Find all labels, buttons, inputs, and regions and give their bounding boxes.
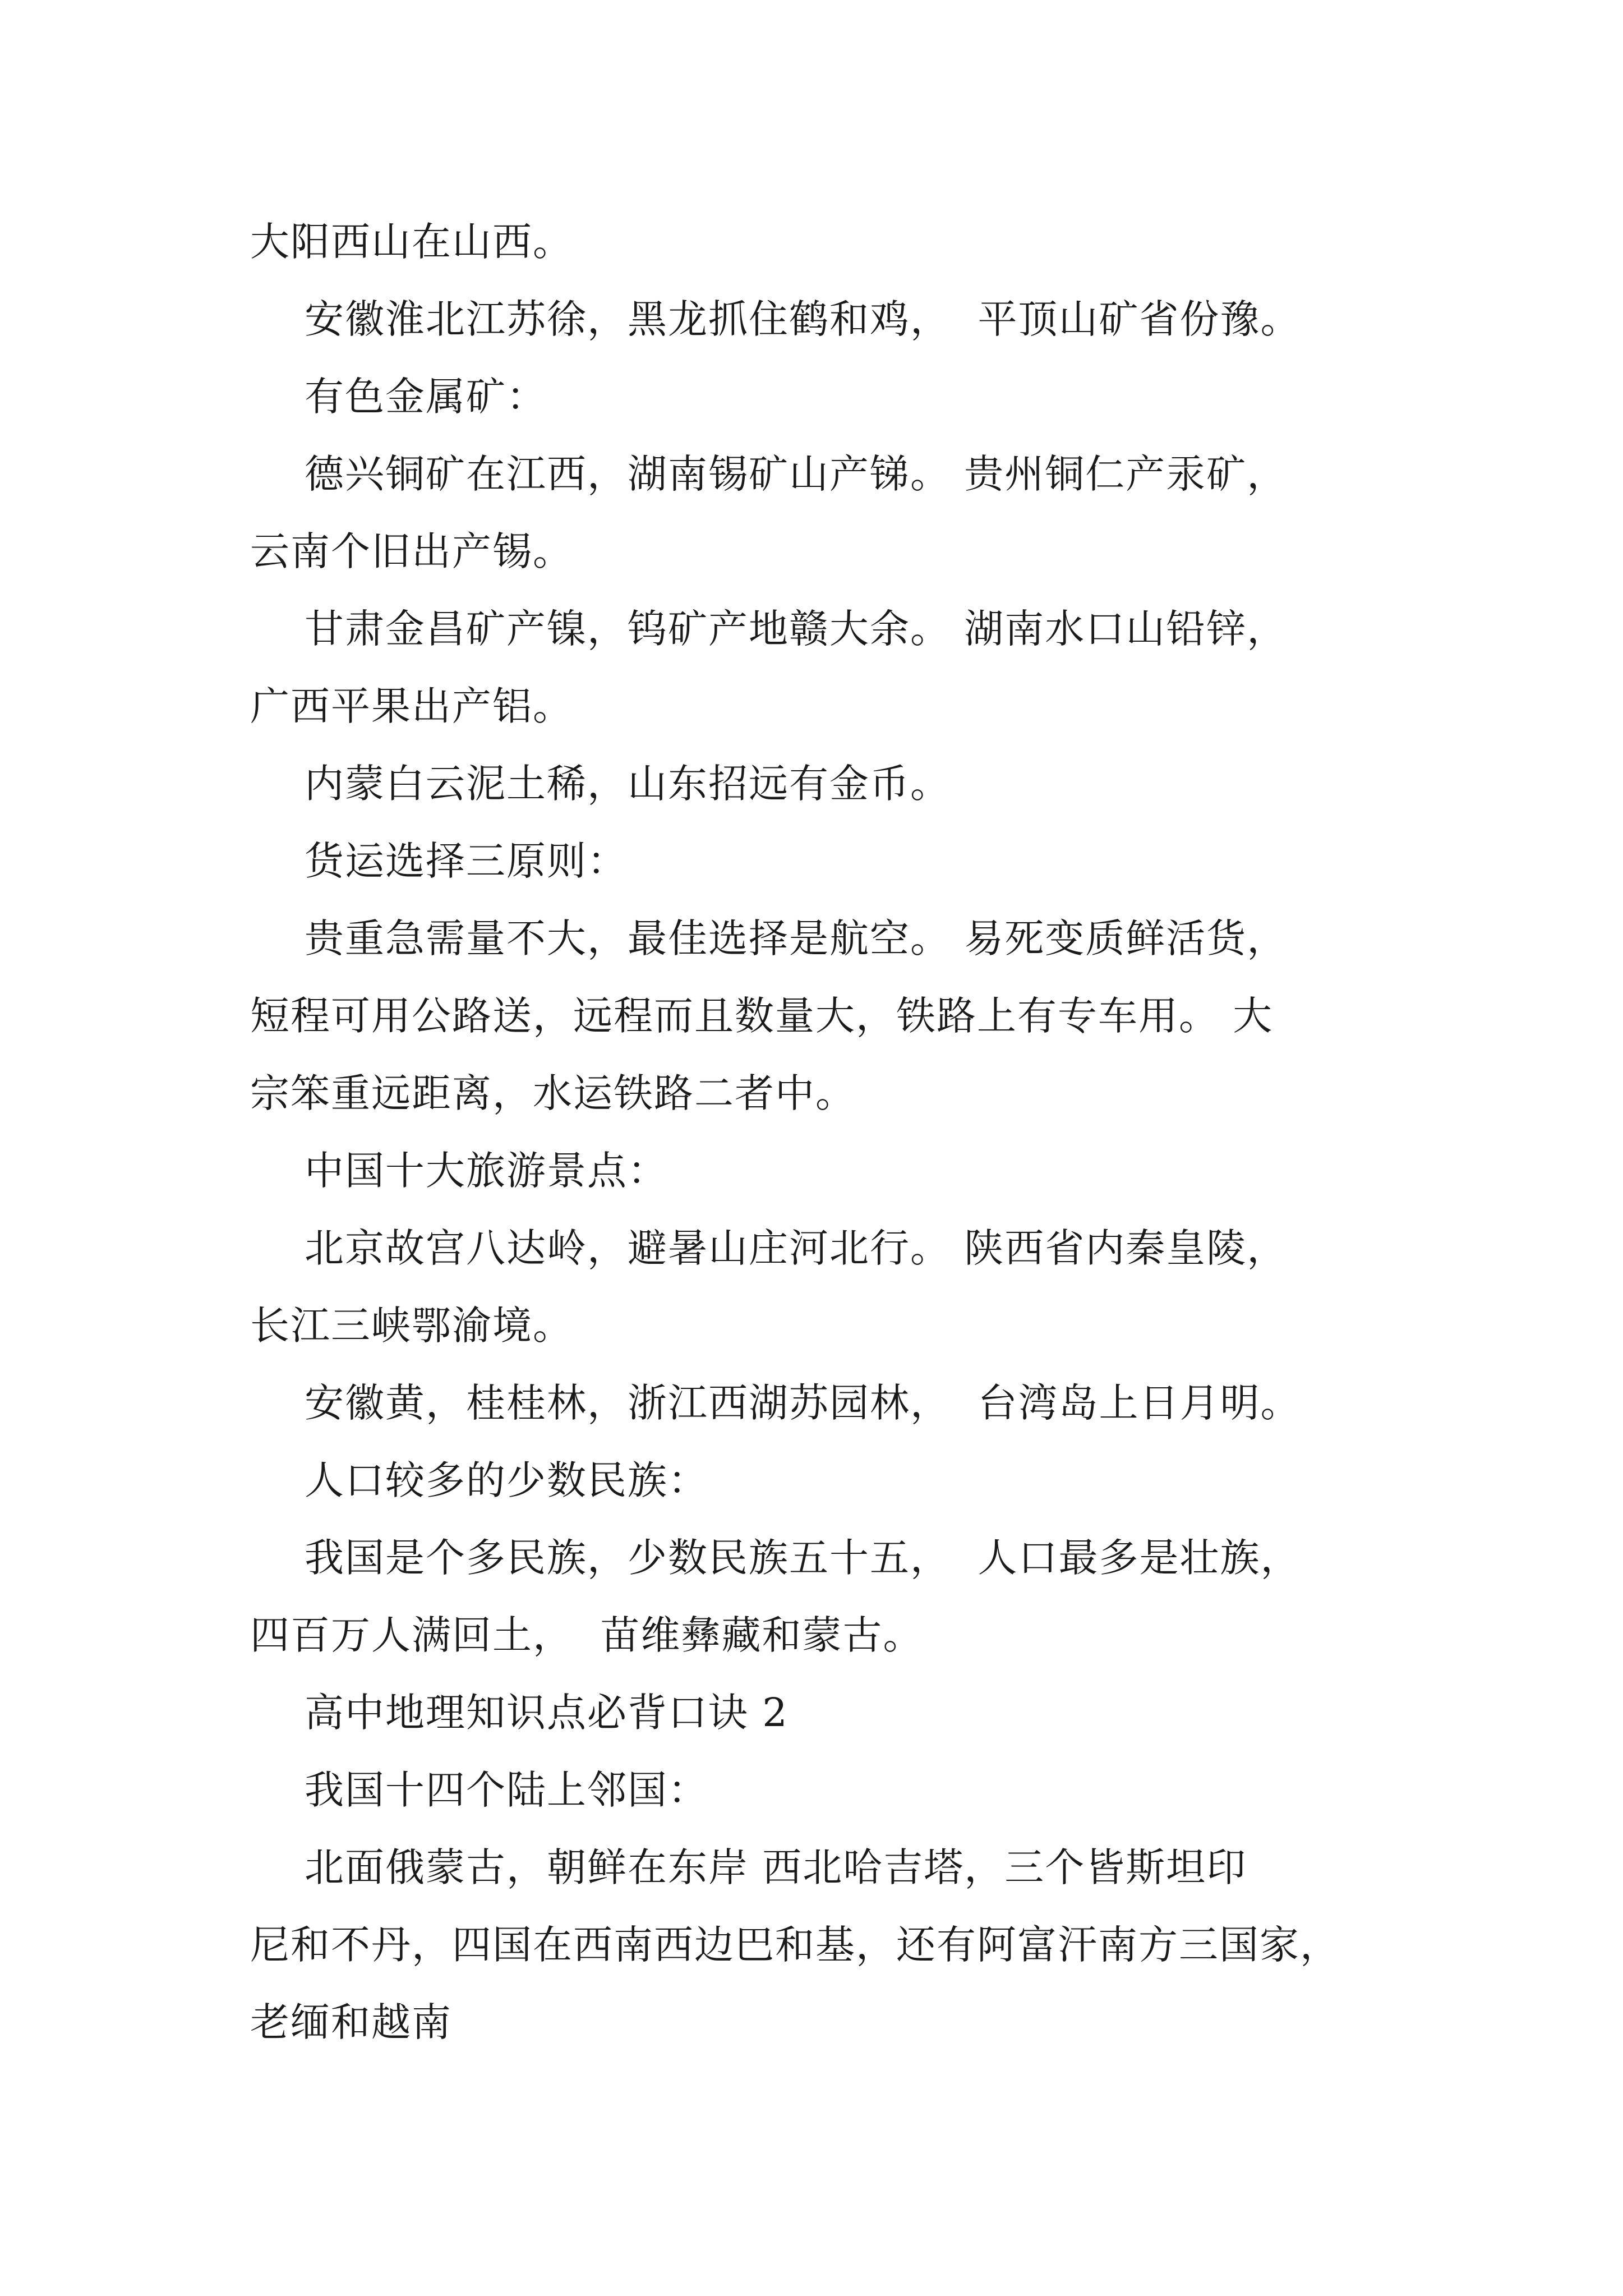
text-line: 云南个旧出产锡。 [250,528,573,574]
text-line: 我国十四个陆上邻国： [250,1767,709,1813]
text-line: 中国十大旅游景点： [250,1148,668,1194]
text-line: 人口较多的少数民族： [250,1457,709,1503]
text-line: 德兴铜矿在江西，湖南锡矿山产锑。 贵州铜仁产汞矿， [250,451,1288,497]
text-line: 北京故宫八达岭，避暑山庄河北行。 陕西省内秦皇陵， [250,1225,1288,1271]
text-line: 北面俄蒙古，朝鲜在东岸 西北哈吉塔，三个皆斯坦印 [250,1844,1247,1890]
text-line: 甘肃金昌矿产镍，钨矿产地赣大余。 湖南水口山铅锌， [250,606,1288,652]
text-line: 内蒙白云泥土稀，山东招远有金币。 [250,761,951,807]
text-line: 老缅和越南 [250,1999,452,2045]
text-line: 高中地理知识点必背口诀 2 [250,1690,789,1736]
body-text [250,203,1405,2061]
text-line: 安徽淮北江苏徐，黑龙抓住鹤和鸡， 平顶山矿省份豫。 [250,296,1301,342]
text-line: 有色金属矿： [250,374,547,420]
text-line: 宗笨重远距离，水运铁路二者中。 [250,1070,856,1116]
text-line: 尼和不丹，四国在西南西边巴和基，还有阿富汗南方三国家， [250,1922,1340,1968]
text-line: 广西平果出产铝。 [250,683,573,729]
text-line: 大阳西山在山西。 [250,219,573,265]
text-line: 我国是个多民族，少数民族五十五， 人口最多是壮族， [250,1535,1301,1581]
text-line: 长江三峡鄂渝境。 [250,1303,573,1349]
text-line: 货运选择三原则： [250,838,628,884]
text-line: 短程可用公路送，远程而且数量大，铁路上有专车用。 大 [250,993,1274,1039]
text-line: 贵重急需量不大，最佳选择是航空。 易死变质鲜活货， [250,915,1288,961]
text-line: 安徽黄，桂桂林，浙江西湖苏园林， 台湾岛上日月明。 [250,1380,1301,1426]
text-line: 四百万人满回土， 苗维彝藏和蒙古。 [250,1612,924,1658]
